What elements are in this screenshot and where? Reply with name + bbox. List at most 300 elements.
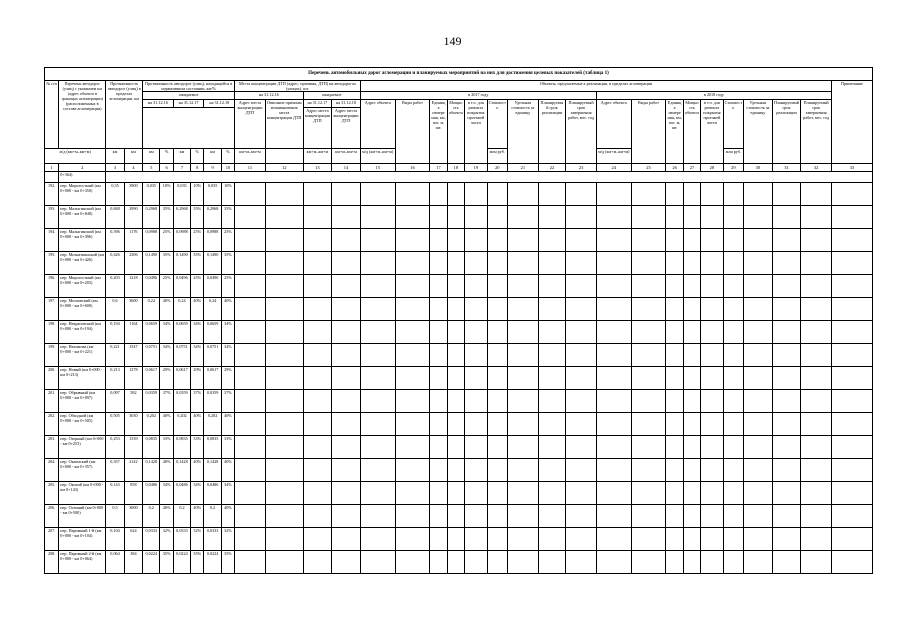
cell-empty xyxy=(430,344,447,367)
cell-empty xyxy=(772,390,801,413)
cell-empty xyxy=(508,275,539,298)
cell-empty xyxy=(701,298,723,321)
hdr-unit-mln-2018: млн руб. xyxy=(723,149,743,164)
cell-empty xyxy=(831,252,872,275)
cell-empty xyxy=(487,275,507,298)
hdr-dtp-date1: на 31.12.16 xyxy=(235,92,303,100)
cell-empty xyxy=(538,390,566,413)
table-row xyxy=(45,528,873,551)
hdr-unit-pct-16: % xyxy=(160,149,173,164)
column-number: 20 xyxy=(487,164,507,172)
cell-empty xyxy=(631,413,666,436)
cell-empty xyxy=(566,367,597,390)
table-row xyxy=(45,505,873,528)
column-number: 10 xyxy=(221,164,234,172)
cell-empty xyxy=(465,459,487,482)
cell-empty xyxy=(235,275,266,298)
cell-empty xyxy=(538,459,566,482)
cell-c5: 0,0359 xyxy=(143,390,160,413)
cell-len: 0,064 xyxy=(106,551,124,574)
cell-empty xyxy=(772,482,801,505)
cell-empty xyxy=(666,390,683,413)
cell-c10: 32% xyxy=(221,528,234,551)
cell-empty xyxy=(265,229,303,252)
cell-empty xyxy=(538,528,566,551)
cell-empty xyxy=(395,206,430,229)
cell-empty xyxy=(744,551,773,574)
cell-c5: 0,0659 xyxy=(143,321,160,344)
cell-c5: 0,24 xyxy=(143,298,160,321)
cell-empty xyxy=(465,390,487,413)
table-row xyxy=(45,390,873,413)
cell-empty xyxy=(430,551,447,574)
cell-name: пер. Обходной (км 0+000 - км 0+505) xyxy=(59,413,106,436)
cell-empty xyxy=(395,344,430,367)
cell-empty xyxy=(465,482,487,505)
cell-empty xyxy=(465,528,487,551)
cell-empty xyxy=(723,413,743,436)
cell-empty xyxy=(265,183,303,206)
cell-empty xyxy=(631,206,666,229)
cell-empty xyxy=(235,390,266,413)
cell-empty xyxy=(303,528,332,551)
cell-empty xyxy=(723,275,743,298)
cell-empty xyxy=(265,298,303,321)
cell-c6: 40% xyxy=(160,413,173,436)
cell-c6: 35% xyxy=(160,551,173,574)
cell-empty xyxy=(631,436,666,459)
table-row xyxy=(45,482,873,505)
cell-empty xyxy=(332,206,361,229)
cell-no: 193. xyxy=(45,206,59,229)
cell-empty xyxy=(487,183,507,206)
cell-empty xyxy=(487,206,507,229)
cell-name: пер. Мирогостный (км 0+000 - км 0+350) xyxy=(59,183,106,206)
cell-empty xyxy=(723,459,743,482)
cell-empty xyxy=(332,275,361,298)
table-row xyxy=(45,321,873,344)
cell-empty xyxy=(430,390,447,413)
cell-c4: 2306 xyxy=(124,252,142,275)
cell-empty xyxy=(831,298,872,321)
cell-name: пер. Окаемский (км 0+000 - км 0+357) xyxy=(59,459,106,482)
cell-c10: 35% xyxy=(221,551,234,574)
cell-empty xyxy=(831,459,872,482)
cell-empty xyxy=(538,505,566,528)
cell-empty xyxy=(723,436,743,459)
cell-empty xyxy=(744,344,773,367)
cell-c10: 40% xyxy=(221,505,234,528)
cell-c4: 3030 xyxy=(124,413,142,436)
cell-empty xyxy=(566,298,597,321)
cell-empty xyxy=(538,367,566,390)
cell-empty xyxy=(360,528,395,551)
cell-empty xyxy=(566,505,597,528)
cell-c5: 0,0617 xyxy=(143,367,160,390)
cell-empty xyxy=(831,551,872,574)
cell-c4: 858 xyxy=(124,482,142,505)
cell-empty xyxy=(508,206,539,229)
cell-empty xyxy=(701,459,723,482)
cell-empty xyxy=(265,551,303,574)
cell-c4: 624 xyxy=(124,528,142,551)
cell-empty xyxy=(683,413,700,436)
table-row xyxy=(45,183,873,206)
cell-c5: 0,0835 xyxy=(143,436,160,459)
hdr-unit-km-b: км xyxy=(124,149,142,164)
cell-c8: 40% xyxy=(191,298,204,321)
cell-c5: 0,0988 xyxy=(143,229,160,252)
cell-c7: 0,2 xyxy=(173,505,190,528)
cell-empty xyxy=(772,321,801,344)
cell-empty xyxy=(666,528,683,551)
cell-empty xyxy=(801,229,832,252)
cell-empty xyxy=(683,390,700,413)
table-row xyxy=(45,413,873,436)
cell-empty xyxy=(465,183,487,206)
table-row xyxy=(45,367,873,390)
cell-empty xyxy=(723,344,743,367)
table-row xyxy=(45,344,873,367)
cell-c10: 34% xyxy=(221,482,234,505)
cell-empty xyxy=(487,298,507,321)
cell-empty xyxy=(801,390,832,413)
cell-empty xyxy=(487,436,507,459)
cell-empty xyxy=(447,298,464,321)
cell-empty xyxy=(831,206,872,229)
cell-c6: 10% xyxy=(160,183,173,206)
cell-empty xyxy=(801,482,832,505)
cell-c4: 3900 xyxy=(124,183,142,206)
cell-empty xyxy=(566,206,597,229)
cell-empty xyxy=(395,551,430,574)
cell-c9: 0,0333 xyxy=(204,528,221,551)
cell-empty xyxy=(303,551,332,574)
cell-empty xyxy=(487,321,507,344)
cell-empty xyxy=(801,528,832,551)
cell-empty xyxy=(332,436,361,459)
cell-empty xyxy=(235,436,266,459)
column-number: 22 xyxy=(538,164,566,172)
cell-empty xyxy=(447,367,464,390)
cell-empty xyxy=(666,275,683,298)
cell-empty xyxy=(723,551,743,574)
cell-empty xyxy=(332,413,361,436)
cell-empty xyxy=(538,551,566,574)
cell-empty xyxy=(465,298,487,321)
cell-c10: 34% xyxy=(221,344,234,367)
cell-empty xyxy=(723,298,743,321)
cell-name: пер. Малыгинский (км 0+000 - км 0+848) xyxy=(59,206,106,229)
hdr-unit-km-16: км xyxy=(143,149,160,164)
cell-empty xyxy=(235,413,266,436)
cell-empty xyxy=(631,298,666,321)
table-row xyxy=(45,275,873,298)
hdr-unit-addr-2017: м/д (км+м–км+м) xyxy=(360,149,395,164)
cell-empty xyxy=(801,183,832,206)
cell-empty xyxy=(683,298,700,321)
cell-empty xyxy=(235,367,266,390)
cell-empty xyxy=(683,482,700,505)
cell-empty xyxy=(744,459,773,482)
cell-empty xyxy=(235,505,266,528)
cell-empty xyxy=(801,505,832,528)
cell-empty xyxy=(831,482,872,505)
cell-empty xyxy=(631,367,666,390)
cell-empty xyxy=(303,252,332,275)
cell-no: 201. xyxy=(45,390,59,413)
cell-c6: 35% xyxy=(160,252,173,275)
cell-empty xyxy=(465,252,487,275)
cell-empty xyxy=(801,551,832,574)
cell-c10: 40% xyxy=(221,298,234,321)
cell-empty xyxy=(487,367,507,390)
cell-empty xyxy=(265,321,303,344)
cell-empty xyxy=(303,505,332,528)
cell-empty xyxy=(596,528,631,551)
cell-empty xyxy=(332,551,361,574)
cell-c8: 32% xyxy=(191,528,204,551)
cell-empty xyxy=(744,528,773,551)
cell-empty xyxy=(772,367,801,390)
cell-empty xyxy=(447,436,464,459)
cell-empty xyxy=(303,390,332,413)
cell-empty xyxy=(566,321,597,344)
cell-empty xyxy=(723,528,743,551)
hdr-dtp-date-17: на 31.12.17 xyxy=(303,100,332,108)
cell-c8: 35% xyxy=(191,252,204,275)
column-number: 1 xyxy=(45,164,59,172)
cell-empty xyxy=(723,206,743,229)
cell-empty xyxy=(430,505,447,528)
cell-empty xyxy=(631,344,666,367)
cell-empty xyxy=(831,436,872,459)
cell-empty xyxy=(235,344,266,367)
cell-empty xyxy=(508,229,539,252)
cell-empty xyxy=(430,252,447,275)
cell-len: 0,357 xyxy=(106,459,124,482)
cell-name: пер. Окский (км 0+000 - км 0+143) xyxy=(59,482,106,505)
cell-empty xyxy=(508,344,539,367)
cell-empty xyxy=(235,298,266,321)
cell-c4: 1539 xyxy=(124,436,142,459)
cell-empty xyxy=(596,229,631,252)
cell-empty xyxy=(360,298,395,321)
hdr-dtp-addr-18: Адрес места концентрации ДТП xyxy=(332,108,361,149)
cell-empty xyxy=(596,436,631,459)
cell-empty xyxy=(265,505,303,528)
column-number: 5 xyxy=(143,164,160,172)
cell-empty xyxy=(508,390,539,413)
cell-empty xyxy=(447,252,464,275)
column-number: 32 xyxy=(801,164,832,172)
cell-empty xyxy=(265,413,303,436)
cell-empty xyxy=(566,390,597,413)
cell-empty xyxy=(744,413,773,436)
cell-empty xyxy=(683,551,700,574)
cell-c7: 0,0496 xyxy=(173,275,190,298)
cell-empty xyxy=(538,344,566,367)
cell-c8: 40% xyxy=(191,505,204,528)
cell-empty xyxy=(235,551,266,574)
cell-empty xyxy=(430,321,447,344)
cell-c8: 34% xyxy=(191,344,204,367)
cell-c6: 35% xyxy=(160,206,173,229)
cell-empty xyxy=(395,413,430,436)
cell-empty xyxy=(487,229,507,252)
cell-no: 197. xyxy=(45,298,59,321)
cell-len: 0,505 xyxy=(106,413,124,436)
hdr-notes: Примечание xyxy=(831,81,872,164)
cell-empty xyxy=(508,505,539,528)
cell-c10: 25% xyxy=(221,275,234,298)
cell-empty xyxy=(395,229,430,252)
cell-empty xyxy=(332,229,361,252)
hdr-unit-kmm-17: км+м–км+м xyxy=(303,149,332,164)
cell-empty xyxy=(360,344,395,367)
cell-no: 206. xyxy=(45,505,59,528)
cell-c5: 0,0224 xyxy=(143,551,160,574)
hdr-2017-address: Адрес объекта xyxy=(360,100,395,149)
cell-empty xyxy=(265,206,303,229)
cell-empty xyxy=(744,436,773,459)
cell-c6: 40% xyxy=(160,298,173,321)
cell-no: 204. xyxy=(45,459,59,482)
column-number: 3 xyxy=(106,164,124,172)
hdr-unit-pct-18: % xyxy=(221,149,234,164)
cell-empty xyxy=(666,183,683,206)
cell-empty xyxy=(332,252,361,275)
cell-empty xyxy=(666,298,683,321)
cell-no: 195. xyxy=(45,252,59,275)
cell-empty xyxy=(465,321,487,344)
cell-c7: 0,0486 xyxy=(173,482,190,505)
cell-empty xyxy=(772,436,801,459)
cell-c8: 40% xyxy=(191,413,204,436)
hdr-2017-end: Планируемый срок завершения работ, мес. год xyxy=(566,100,597,164)
cell-c5: 0,0496 xyxy=(143,275,160,298)
cell-empty xyxy=(683,183,700,206)
column-number: 30 xyxy=(744,164,773,172)
cell-c5: 0,0486 xyxy=(143,482,160,505)
cell-len: 0,35 xyxy=(106,183,124,206)
cell-empty xyxy=(465,551,487,574)
cell-empty xyxy=(566,413,597,436)
cell-empty xyxy=(631,505,666,528)
cell-empty xyxy=(360,367,395,390)
cell-empty xyxy=(666,413,683,436)
cell-empty xyxy=(666,551,683,574)
cell-empty xyxy=(465,436,487,459)
cell-c5: 0,1490 xyxy=(143,252,160,275)
cell-len: 0,203 xyxy=(106,275,124,298)
hdr-2018-unit: Единица измерения, км, пог. м, шт. xyxy=(666,100,683,164)
cell-empty xyxy=(683,206,700,229)
cell-empty xyxy=(831,505,872,528)
cell-empty xyxy=(666,252,683,275)
cell-empty xyxy=(508,413,539,436)
cell-len: 0,213 xyxy=(106,367,124,390)
cell-name: пер. Паромный 1-й (км 0+000 - км 0+104) xyxy=(59,528,106,551)
cell-c7: 0,2968 xyxy=(173,206,190,229)
roads-table xyxy=(44,80,873,574)
cell-empty xyxy=(744,275,773,298)
column-number: 8 xyxy=(191,164,204,172)
cell-c6: 34% xyxy=(160,321,173,344)
hdr-unit-km-a: км xyxy=(106,149,124,164)
cell-empty xyxy=(723,390,743,413)
cell-no: 203. xyxy=(45,436,59,459)
cell-empty xyxy=(631,321,666,344)
cell-empty xyxy=(265,528,303,551)
cell-c5: 0,2968 xyxy=(143,206,160,229)
cell-empty xyxy=(723,321,743,344)
cell-empty xyxy=(683,229,700,252)
cell-empty xyxy=(538,413,566,436)
cell-empty xyxy=(631,229,666,252)
cell-empty xyxy=(772,229,801,252)
cell-empty xyxy=(465,275,487,298)
cell-empty xyxy=(566,344,597,367)
cell-empty xyxy=(772,206,801,229)
cell-c8: 10% xyxy=(191,183,204,206)
cell-empty xyxy=(701,275,723,298)
cell-c7: 0,1428 xyxy=(173,459,190,482)
cell-empty xyxy=(430,459,447,482)
cell-c9: 0,0617 xyxy=(204,367,221,390)
cell-empty xyxy=(447,551,464,574)
cell-empty xyxy=(596,505,631,528)
hdr-2017-unit: Единица измерения, км, пог. м, шт. xyxy=(430,100,447,164)
cell-empty xyxy=(447,528,464,551)
cell-empty xyxy=(303,321,332,344)
cell-empty xyxy=(566,528,597,551)
cell-empty xyxy=(395,252,430,275)
cell-empty xyxy=(360,275,395,298)
cell-empty xyxy=(801,436,832,459)
cell-empty xyxy=(566,229,597,252)
cell-empty xyxy=(332,344,361,367)
cell-empty xyxy=(447,344,464,367)
cell-empty xyxy=(487,390,507,413)
cell-empty xyxy=(303,367,332,390)
hdr-2018-capacity: Мощность объекта xyxy=(683,100,700,164)
cell-empty xyxy=(596,321,631,344)
cell-no: 196. xyxy=(45,275,59,298)
cell-empty xyxy=(701,321,723,344)
cell-name: пер. Некрасовский (км 0+000 - км 0+194) xyxy=(59,321,106,344)
cell-empty xyxy=(631,528,666,551)
cell-len: 0,194 xyxy=(106,321,124,344)
hdr-2018-end: Планируемый срок завершения работ, мес. год xyxy=(801,100,832,164)
hdr-2018-cost: Стоимость xyxy=(723,100,743,149)
cell-empty xyxy=(683,459,700,482)
cell-empty xyxy=(508,321,539,344)
cell-empty xyxy=(801,459,832,482)
cell-empty xyxy=(430,229,447,252)
cell-empty xyxy=(683,528,700,551)
hdr-norm-date-18: на 31.12.18 xyxy=(204,100,235,108)
cell-empty xyxy=(801,344,832,367)
cell-empty xyxy=(683,505,700,528)
cell-empty xyxy=(701,482,723,505)
cell-empty xyxy=(631,551,666,574)
cell-empty xyxy=(430,275,447,298)
cell-c7: 0,1490 xyxy=(173,252,190,275)
cell-empty xyxy=(831,321,872,344)
cell-empty xyxy=(447,459,464,482)
column-number: 17 xyxy=(430,164,447,172)
